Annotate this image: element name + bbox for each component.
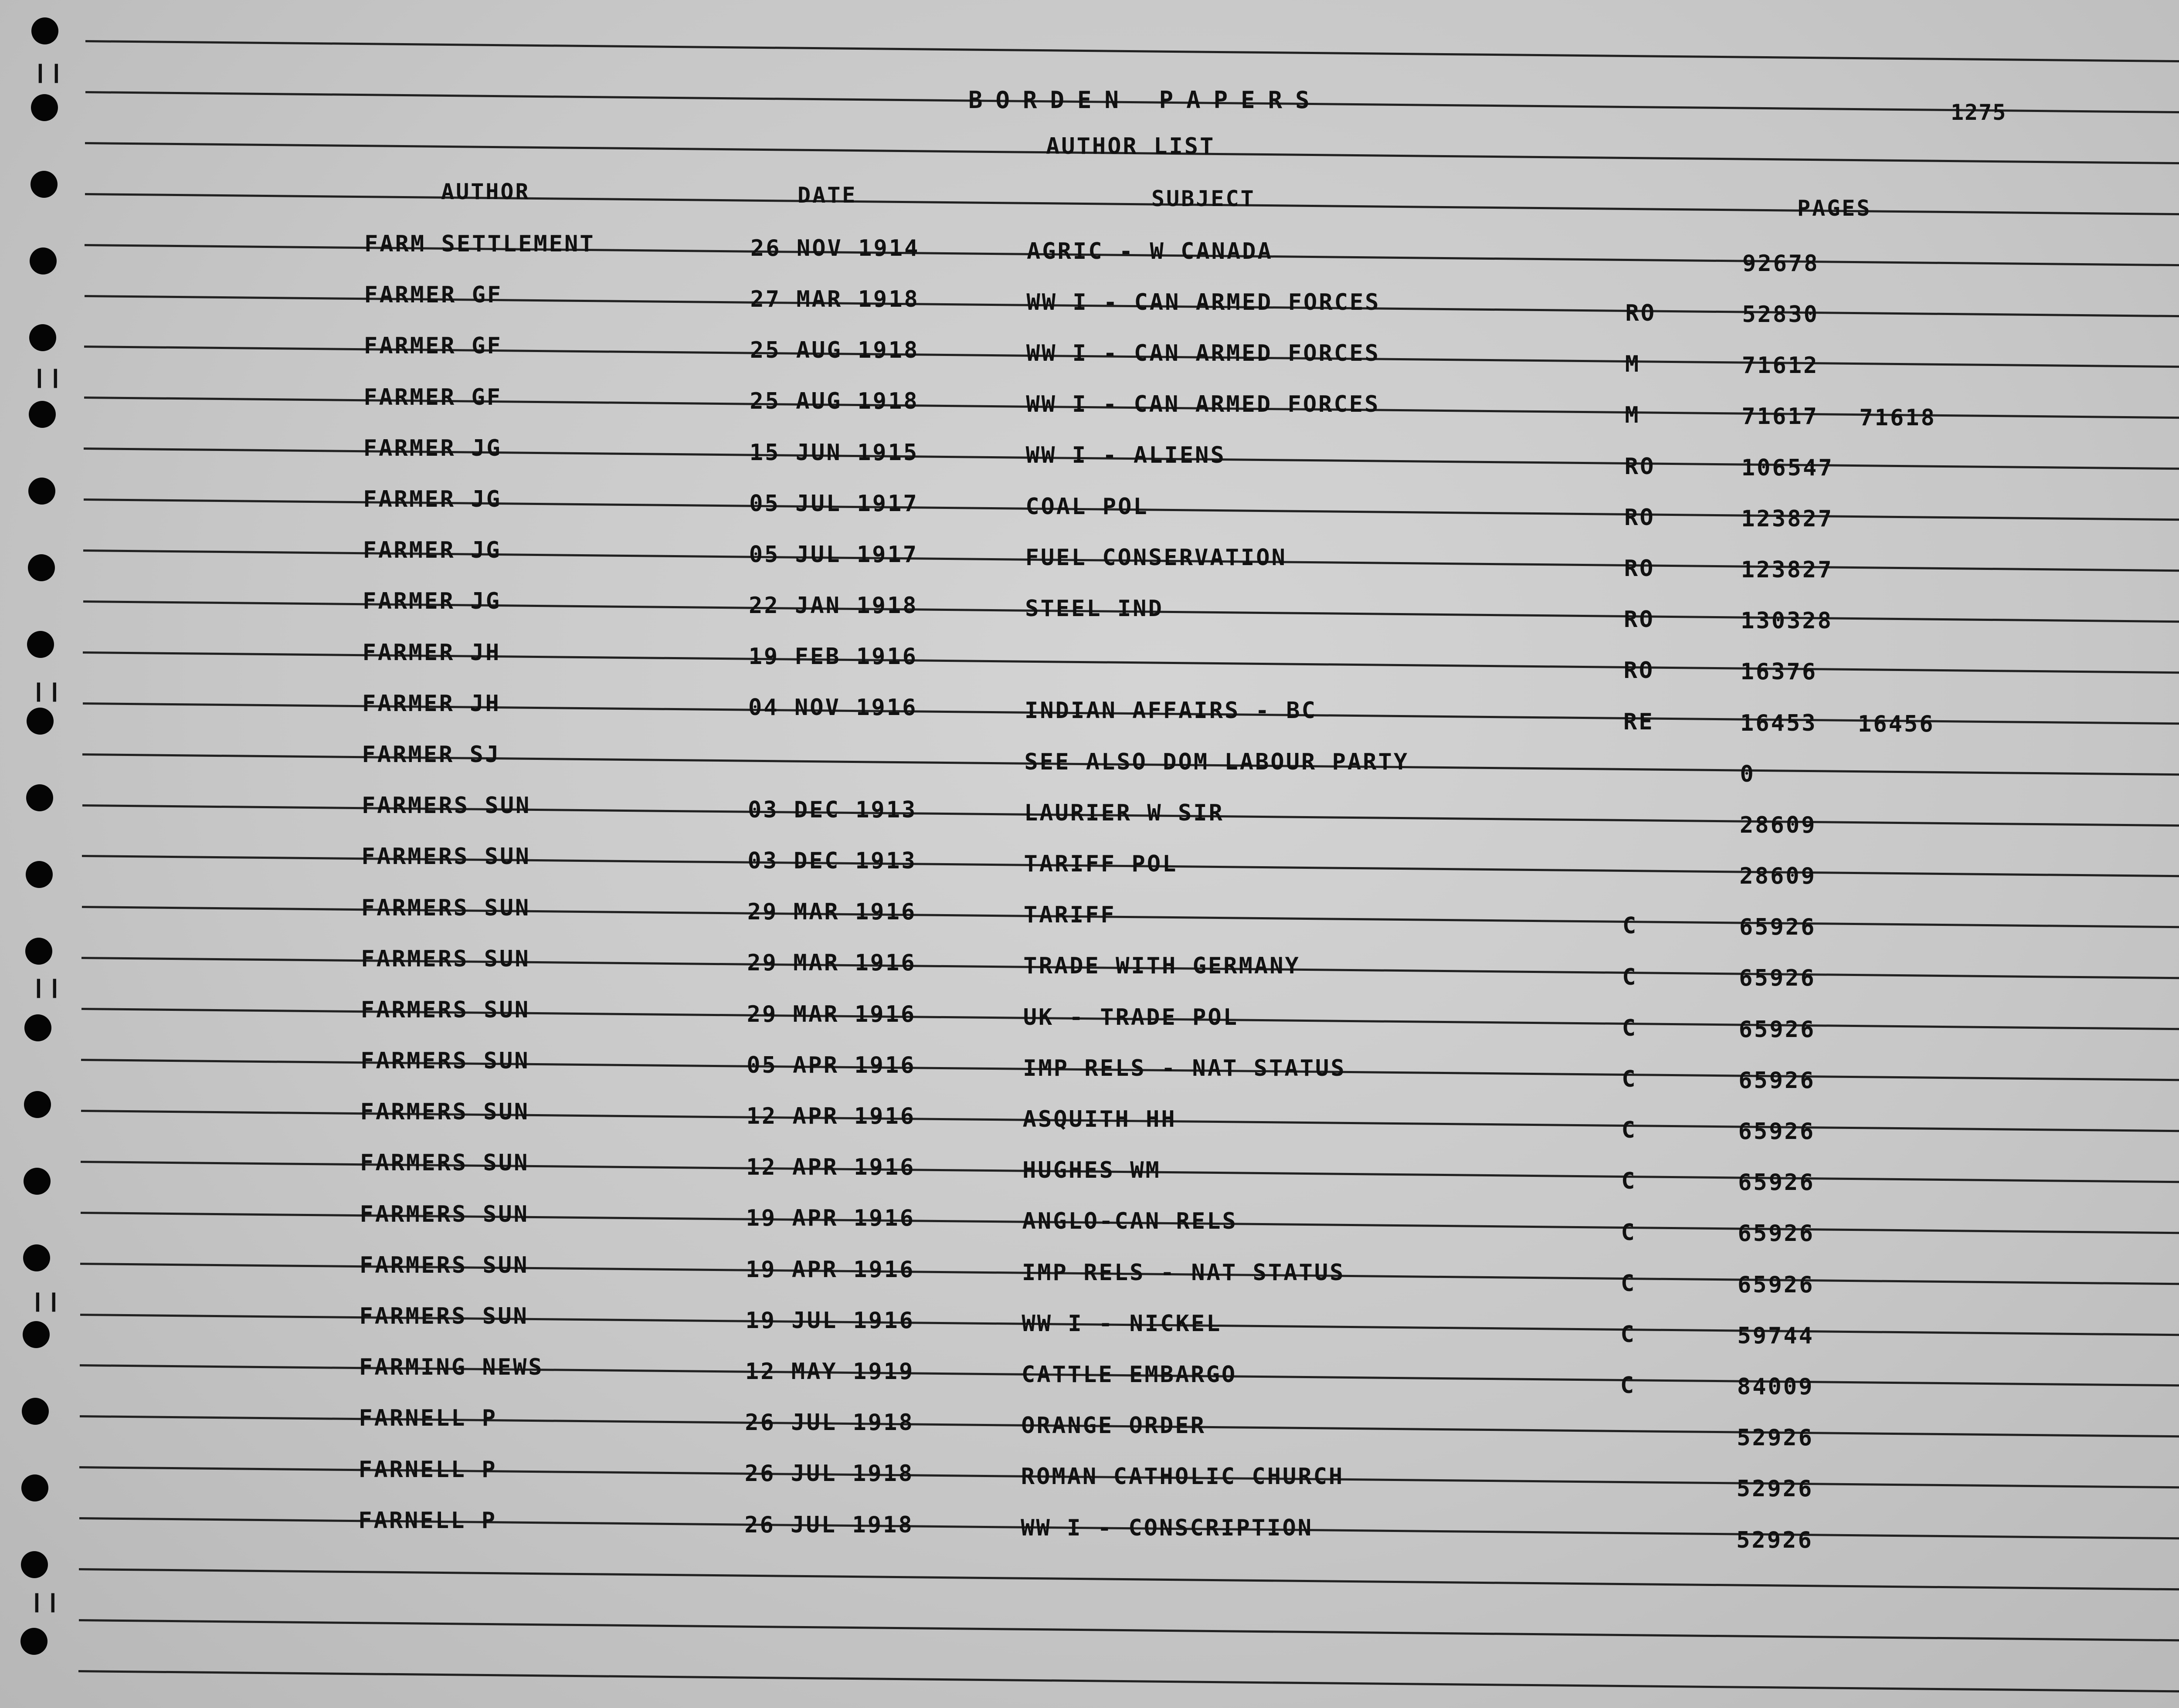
cell-date: 26 JUL 1918 bbox=[745, 1410, 914, 1436]
cell-author: FARMERS SUN bbox=[361, 946, 530, 972]
cell-page: 65926 bbox=[1738, 1220, 1815, 1247]
list-title: AUTHOR LIST bbox=[1046, 133, 1215, 159]
cell-code: C bbox=[1620, 1372, 1636, 1399]
cell-author: FARMER SJ bbox=[362, 741, 501, 768]
cell-code: C bbox=[1621, 1270, 1636, 1297]
cell-page2: 16456 bbox=[1858, 711, 1935, 738]
feed-hole bbox=[20, 1628, 48, 1655]
cell-author: FARMER GF bbox=[363, 333, 502, 359]
cell-subject: ROMAN CATHOLIC CHURCH bbox=[1021, 1464, 1344, 1490]
cell-author: FARMERS SUN bbox=[361, 895, 531, 921]
cell-date: 22 JAN 1918 bbox=[749, 593, 918, 619]
tick-mark: ❙❙ bbox=[32, 61, 64, 83]
cell-code: RO bbox=[1624, 607, 1655, 633]
cell-subject: WW I - CONSCRIPTION bbox=[1021, 1515, 1314, 1541]
cell-author: FARMERS SUN bbox=[361, 793, 531, 819]
cell-author: FARMERS SUN bbox=[360, 1252, 529, 1278]
cell-page: 65926 bbox=[1738, 1016, 1816, 1043]
tick-mark: ❙❙ bbox=[29, 1590, 61, 1613]
cell-page: 52926 bbox=[1736, 1527, 1813, 1553]
cell-code: C bbox=[1621, 1219, 1636, 1246]
cell-code: C bbox=[1622, 913, 1638, 939]
cell-date: 03 DEC 1913 bbox=[747, 848, 917, 874]
tick-mark: ❙❙ bbox=[31, 680, 63, 702]
cell-page: 65926 bbox=[1738, 1271, 1815, 1298]
cell-date: 12 APR 1916 bbox=[746, 1103, 916, 1130]
cell-subject: ANGLO-CAN RELS bbox=[1022, 1208, 1238, 1235]
cell-page: 123827 bbox=[1741, 556, 1833, 583]
cell-code: M bbox=[1625, 351, 1641, 378]
column-header-pages: PAGES bbox=[1797, 196, 1872, 221]
cell-page: 0 bbox=[1740, 761, 1755, 787]
cell-code: RO bbox=[1624, 504, 1655, 531]
cell-author: FARMERS SUN bbox=[360, 1048, 530, 1074]
cell-page: 130328 bbox=[1741, 608, 1833, 634]
ruled-line bbox=[85, 40, 2179, 63]
cell-subject: WW I - CAN ARMED FORCES bbox=[1026, 289, 1381, 315]
cell-code: RO bbox=[1624, 555, 1655, 582]
cell-author: FARMERS SUN bbox=[361, 844, 531, 870]
cell-author: FARMER GF bbox=[364, 282, 503, 308]
cell-code: C bbox=[1622, 964, 1638, 990]
cell-subject: AGRIC - W CANADA bbox=[1027, 238, 1273, 264]
feed-hole bbox=[23, 1321, 50, 1348]
cell-author: FARMER JH bbox=[362, 690, 501, 717]
cell-page: 65926 bbox=[1738, 1067, 1816, 1094]
feed-hole bbox=[26, 784, 53, 811]
cell-date: 15 JUN 1915 bbox=[749, 439, 919, 466]
cell-code: RO bbox=[1625, 300, 1656, 327]
cell-author: FARMERS SUN bbox=[360, 1150, 529, 1176]
cell-date: 26 JUL 1918 bbox=[744, 1461, 914, 1487]
cell-code: RO bbox=[1624, 453, 1656, 480]
cell-date: 03 DEC 1913 bbox=[747, 796, 917, 823]
cell-page: 65926 bbox=[1738, 1169, 1815, 1196]
cell-author: FARMER JH bbox=[362, 639, 501, 666]
cell-subject: TRADE WITH GERMANY bbox=[1023, 953, 1300, 979]
feed-hole bbox=[24, 1091, 51, 1118]
ruled-line bbox=[78, 1619, 2179, 1642]
cell-date: 12 MAY 1919 bbox=[745, 1359, 915, 1385]
cell-subject: WW I - CAN ARMED FORCES bbox=[1026, 340, 1380, 367]
feed-hole bbox=[30, 247, 57, 274]
cell-subject: TARIFF POL bbox=[1024, 851, 1178, 878]
column-header-subject: SUBJECT bbox=[1151, 186, 1256, 211]
cell-code: M bbox=[1625, 402, 1640, 429]
cell-date: 05 JUL 1917 bbox=[749, 490, 919, 517]
cell-page: 16453 bbox=[1740, 710, 1817, 736]
cell-date: 25 AUG 1918 bbox=[750, 337, 920, 364]
feed-hole bbox=[31, 94, 58, 121]
cell-author: FARM SETTLEMENT bbox=[364, 231, 595, 257]
cell-author: FARMER JG bbox=[363, 435, 502, 461]
cell-page: 92678 bbox=[1742, 250, 1819, 277]
feed-hole bbox=[21, 1474, 48, 1501]
cell-date: 26 JUL 1918 bbox=[744, 1511, 914, 1538]
column-header-date: DATE bbox=[798, 183, 857, 208]
cell-subject: INDIAN AFFAIRS - BC bbox=[1025, 698, 1317, 724]
cell-author: FARMER GF bbox=[363, 384, 502, 410]
cell-page: 84009 bbox=[1737, 1374, 1814, 1400]
cell-date: 05 APR 1916 bbox=[747, 1052, 916, 1078]
cell-date: 27 MAR 1918 bbox=[750, 286, 920, 312]
cell-page: 65926 bbox=[1738, 1118, 1816, 1145]
cell-page: 71617 bbox=[1741, 403, 1819, 430]
cell-date: 19 JUL 1916 bbox=[745, 1307, 915, 1334]
feed-hole bbox=[29, 401, 56, 428]
cell-author: FARMERS SUN bbox=[360, 996, 530, 1023]
cell-page2: 71618 bbox=[1859, 405, 1936, 431]
cell-author: FARMERS SUN bbox=[360, 1201, 529, 1227]
feed-hole bbox=[26, 861, 53, 888]
cell-page: 16376 bbox=[1740, 659, 1818, 685]
ruled-line bbox=[78, 1670, 2179, 1693]
cell-subject: LAURIER W SIR bbox=[1024, 800, 1224, 826]
cell-date: 29 MAR 1916 bbox=[747, 950, 916, 976]
feed-hole bbox=[27, 708, 54, 735]
cell-subject: FUEL CONSERVATION bbox=[1025, 544, 1287, 571]
cell-date: 19 APR 1916 bbox=[746, 1256, 915, 1283]
feed-hole bbox=[24, 1168, 51, 1195]
cell-page: 52926 bbox=[1736, 1476, 1814, 1502]
cell-date: 26 NOV 1914 bbox=[750, 235, 920, 261]
cell-subject: WW I - NICKEL bbox=[1022, 1310, 1222, 1337]
cell-subject: ORANGE ORDER bbox=[1021, 1413, 1206, 1439]
cell-author: FARMER JG bbox=[363, 537, 502, 564]
document-title: BORDEN PAPERS bbox=[968, 86, 1323, 114]
feed-hole bbox=[25, 938, 52, 965]
cell-page: 71612 bbox=[1741, 352, 1819, 379]
cell-page: 65926 bbox=[1739, 965, 1816, 992]
feed-hole bbox=[28, 478, 55, 505]
cell-subject: WW I - CAN ARMED FORCES bbox=[1026, 391, 1380, 418]
cell-code: C bbox=[1621, 1117, 1637, 1144]
feed-hole bbox=[31, 171, 58, 198]
cell-page: 106547 bbox=[1741, 454, 1834, 481]
cell-date: 25 AUG 1918 bbox=[750, 388, 919, 415]
cell-page: 28609 bbox=[1739, 812, 1817, 838]
cell-author: FARNELL P bbox=[358, 1507, 497, 1534]
tick-mark: ❙❙ bbox=[30, 1290, 62, 1312]
feed-hole bbox=[27, 631, 54, 658]
cell-subject: UK - TRADE POL bbox=[1023, 1004, 1239, 1030]
cell-date: 12 APR 1916 bbox=[746, 1154, 916, 1181]
feed-hole bbox=[31, 17, 58, 44]
page-number: 1275 bbox=[1951, 100, 2007, 125]
cell-code: C bbox=[1622, 1015, 1638, 1041]
cell-date: 19 APR 1916 bbox=[746, 1205, 915, 1232]
feed-hole bbox=[24, 1014, 51, 1041]
cell-code: C bbox=[1622, 1066, 1637, 1092]
cell-subject: TARIFF bbox=[1023, 902, 1116, 929]
cell-author: FARMING NEWS bbox=[359, 1354, 544, 1381]
cell-date: 04 NOV 1916 bbox=[748, 695, 918, 721]
tick-mark: ❙❙ bbox=[31, 366, 64, 388]
cell-author: FARNELL P bbox=[359, 1405, 498, 1432]
cell-date: 29 MAR 1916 bbox=[747, 1001, 916, 1027]
cell-page: 28609 bbox=[1739, 863, 1816, 890]
cell-date: 19 FEB 1916 bbox=[748, 644, 918, 670]
cell-author: FARMERS SUN bbox=[359, 1303, 529, 1330]
cell-date: 05 JUL 1917 bbox=[749, 541, 919, 568]
cell-author: FARMER JG bbox=[363, 486, 502, 512]
cell-page: 59744 bbox=[1737, 1322, 1814, 1349]
cell-page: 52926 bbox=[1737, 1425, 1814, 1451]
cell-page: 123827 bbox=[1741, 505, 1834, 532]
tick-mark: ❙❙ bbox=[31, 976, 63, 998]
cell-subject: IMP RELS - NAT STATUS bbox=[1023, 1055, 1346, 1081]
cell-code: RE bbox=[1623, 708, 1654, 735]
feed-hole bbox=[28, 554, 55, 581]
cell-code: C bbox=[1620, 1321, 1636, 1348]
feed-hole bbox=[23, 1244, 50, 1271]
feed-hole bbox=[29, 324, 56, 351]
cell-page: 65926 bbox=[1739, 914, 1816, 941]
cell-subject: WW I - ALIENS bbox=[1025, 442, 1226, 469]
cell-subject: CATTLE EMBARGO bbox=[1021, 1361, 1237, 1388]
cell-subject: ASQUITH HH bbox=[1022, 1106, 1177, 1133]
cell-subject: IMP RELS - NAT STATUS bbox=[1022, 1259, 1345, 1286]
cell-author: FARMERS SUN bbox=[360, 1099, 530, 1125]
cell-code: RO bbox=[1623, 657, 1655, 684]
column-header-author: AUTHOR bbox=[441, 179, 530, 204]
cell-subject: STEEL IND bbox=[1025, 596, 1164, 622]
cell-page: 52830 bbox=[1742, 301, 1819, 328]
cell-code: C bbox=[1621, 1168, 1637, 1195]
cell-date: 29 MAR 1916 bbox=[747, 899, 917, 925]
feed-hole bbox=[22, 1398, 49, 1425]
cell-author: FARNELL P bbox=[358, 1456, 497, 1483]
cell-author: FARMER JG bbox=[363, 588, 501, 615]
feed-hole bbox=[21, 1551, 48, 1578]
cell-subject: COAL POL bbox=[1025, 493, 1149, 520]
cell-subject: HUGHES WM bbox=[1022, 1157, 1161, 1184]
ruled-line bbox=[79, 1568, 2179, 1591]
cell-subject: SEE ALSO DOM LABOUR PARTY bbox=[1024, 749, 1409, 775]
